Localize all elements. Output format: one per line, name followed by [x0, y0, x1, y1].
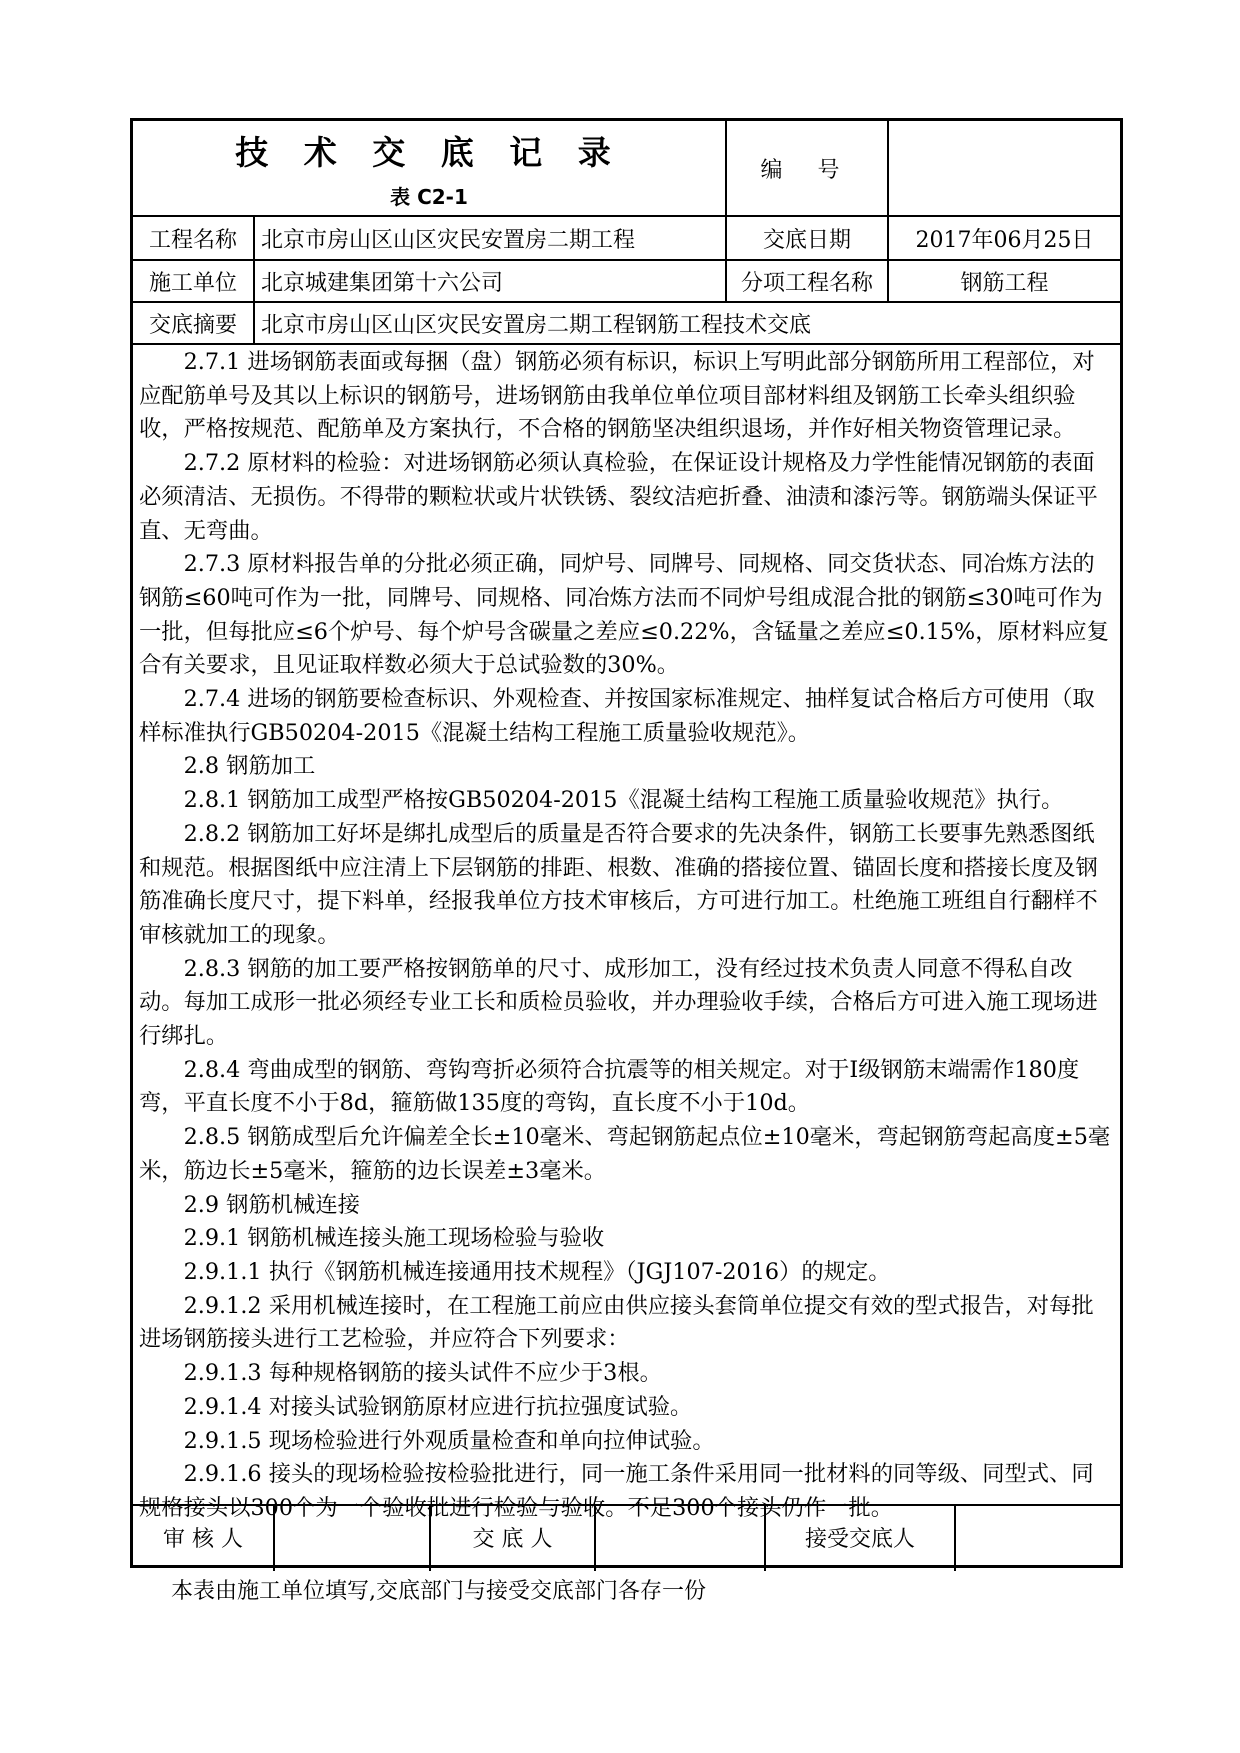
construction-unit-value[interactable]: 北京城建集团第十六公司 [261, 270, 504, 296]
sub-project-value[interactable]: 钢筋工程 [960, 270, 1049, 296]
reviewer-label: 审 核 人 [163, 1526, 243, 1552]
sub-project-label: 分项工程名称 [740, 270, 873, 296]
clause-2-9-1-5: 2.9.1.5 现场检验进行外观质量检查和单向拉伸试验。 [183, 1427, 715, 1454]
clause-2-8-1: 2.8.1 钢筋加工成型严格按GB50204-2015《混凝土结构工程施工质量验收规范》执行。 [183, 787, 1064, 814]
clause-2-9-1-3: 2.9.1.3 每种规格钢筋的接头试件不应少于3根。 [183, 1360, 662, 1387]
clause-2-7-1: 2.7.1 进场钢筋表面或每捆（盘）钢筋必须有标识，标识上写明此部分钢筋所用工程部位，对应配筋单号及其以上标识的钢筋号，进场钢筋由我单位单位项目部材料组及钢筋工长牵头组织验收，严格按规范、配筋单及方案执行，不合格的钢筋坚决组织退场，并作好相关物资管理记录。 [139, 349, 1095, 443]
clause-2-8-2: 2.8.2 钢筋加工好坏是绑扎成型后的质量是否符合要求的先决条件，钢筋工长要事先熟悉图纸和规范。根据图纸中应注清上下层钢筋的排距、根数、准确的搭接位置、锚固长度和搭接长度及钢筋准确长度尺寸，提下料单，经报我单位方技术审核后，方可进行加工。杜绝施工班组自行翻样不审核就加工的现象。 [139, 820, 1098, 948]
discloser-label: 交 底 人 [472, 1526, 553, 1552]
rule-row-3 [133, 343, 1120, 345]
code-value[interactable] [889, 121, 1120, 215]
clause-2-9-1-6: 2.9.1.6 接头的现场检验按检验批进行，同一施工条件采用同一批材料的同等级、同型式、同规格接头以300个为一个验收批进行检验与验收。不足300个接头仍作一批。 [139, 1461, 1094, 1521]
reviewer-signature[interactable] [275, 1506, 429, 1568]
project-name-label: 工程名称 [148, 227, 237, 253]
disclosure-content [139, 346, 1114, 1521]
summary-value[interactable]: 北京市房山区山区灾民安置房二期工程钢筋工程技术交底 [261, 312, 812, 338]
summary-label: 交底摘要 [148, 312, 237, 338]
section-2-8-heading: 2.8 钢筋加工 [183, 753, 316, 780]
disclosure-form [130, 118, 1123, 1568]
construction-unit-label: 施工单位 [148, 270, 237, 296]
clause-2-9-1: 2.9.1 钢筋机械连接头施工现场检验与验收 [183, 1225, 605, 1252]
clause-2-9-1-2: 2.9.1.2 采用机械连接时，在工程施工前应由供应接头套筒单位提交有效的型式报告，对每批进场钢筋接头进行工艺检验，并应符合下列要求： [139, 1292, 1094, 1353]
clause-2-8-5: 2.8.5 钢筋成型后允许偏差全长±10毫米、弯起钢筋起点位±10毫米，弯起钢筋弯起高度±5毫米，筋边长±5毫米，箍筋的边长误差±3毫米。 [139, 1124, 1111, 1184]
receiver-signature[interactable] [956, 1506, 1120, 1568]
receiver-label: 接受交底人 [804, 1526, 915, 1552]
clause-2-7-4: 2.7.4 进场的钢筋要检查标识、外观检查、并按国家标准规定、抽样复试合格后方可使用（取样标准执行GB50204-2015《混凝土结构工程施工质量验收规范》。 [139, 686, 1095, 746]
form-number: 表 C2-1 [390, 185, 468, 209]
project-name-value[interactable]: 北京市房山区山区灾民安置房二期工程 [261, 227, 636, 253]
date-value[interactable]: 2017年06月25日 [915, 227, 1094, 253]
form-title: 技 术 交 底 记 录 [235, 133, 623, 172]
clause-2-9-1-4: 2.9.1.4 对接头试验钢筋原材应进行抗拉强度试验。 [183, 1393, 693, 1420]
clause-2-7-3: 2.7.3 原材料报告单的分批必须正确，同炉号、同牌号、同规格、同交货状态、同冶炼方法的钢筋≤60吨可作为一批，同牌号、同规格、同冶炼方法而不同炉号组成混合批的钢筋≤30吨可作为一批，但每批应≤6个炉号、每个炉号含碳量之差应≤0.22%，含锰量之差应≤0.15%，原材料应复合有关要求，且见证取样数必须大于总试验数的30%。 [139, 551, 1109, 679]
clause-2-7-2: 2.7.2 原材料的检验：对进场钢筋必须认真检验，在保证设计规格及力学性能情况钢筋的表面必须清洁、无损伤。不得带的颗粒状或片状铁锈、裂纹洁疤折叠、油渍和漆污等。钢筋端头保证平直、无弯曲。 [139, 450, 1098, 544]
clause-2-8-4: 2.8.4 弯曲成型的钢筋、弯钩弯折必须符合抗震等的相关规定。对于Ⅰ级钢筋末端需作180度弯，平直长度不小于8d，箍筋做135度的弯钩，直长度不小于10d。 [139, 1056, 1080, 1117]
footer-note: 本表由施工单位填写,交底部门与接受交底部门各存一份 [171, 1579, 706, 1604]
clause-2-9-1-1: 2.9.1.1 执行《钢筋机械连接通用技术规程》（JGJ107-2016）的规定。 [183, 1258, 891, 1285]
discloser-signature[interactable] [596, 1506, 764, 1568]
date-label: 交底日期 [762, 227, 851, 253]
code-label: 编 号 [760, 157, 854, 183]
clause-2-8-3: 2.8.3 钢筋的加工要严格按钢筋单的尺寸、成形加工，没有经过技术负责人同意不得私自改动。每加工成形一批必须经专业工长和质检员验收，并办理验收手续，合格后方可进入施工现场进行绑扎。 [139, 955, 1098, 1050]
section-2-9-heading: 2.9 钢筋机械连接 [183, 1191, 360, 1218]
